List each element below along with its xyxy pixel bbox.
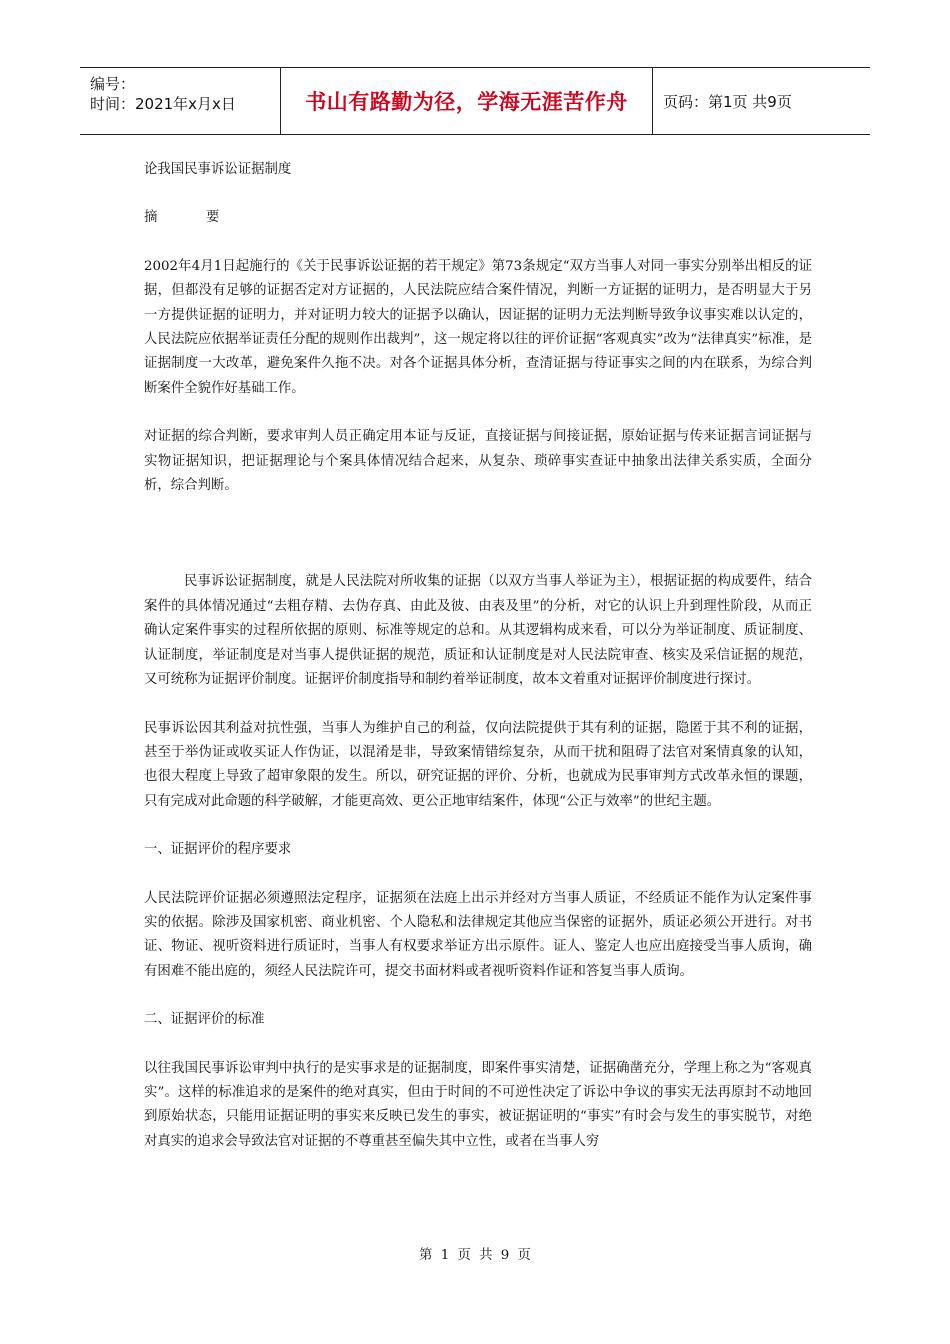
abstract-char-2: 要	[206, 210, 220, 226]
paragraph: 以往我国民事诉讼审判中执行的是实事求是的证据制度，即案件事实清楚，证据确凿充分，学理上称之为“客观真实”。这样的标准追求的是案件的绝对真实，但由于时间的不可逆性决定了诉讼中争议的事实无法再原封不动地回到原始状态，只能用证据证明的事实来反映已发生的事实，被证据证明的“事实”有时会与发生的事实脱节，对绝对真实的追求会导致法官对证据的不尊重甚至偏失其中立性，或者在当事人穷	[144, 1060, 812, 1149]
page-footer: 第 1 页 共 9 页	[419, 1248, 531, 1263]
abstract-heading	[144, 206, 812, 230]
header-meta	[80, 68, 281, 134]
number-label: 编号：	[90, 75, 136, 93]
paragraph: 2002年4月1日起施行的《关于民事诉讼证据的若干规定》第73条规定“双方当事人对同一事实分别举出相反的证据，但都没有足够的证据否定对方证据的，人民法院应结合案件情况，判断一方证据的证明力，是否明显大于另一方提供证据的证明力，并对证明力较大的证据予以确认，因证据的证明力无法判断导致争议事实难以认定的，人民法院应依据举证责任分配的规则作出裁判”，这一规定将以往的评价证据“客观真实”改为“法律真实”标准，是证据制度一大改革，避免案件久拖不决。对各个证据具体分析，查清证据与待证事实之间的内在联系，为综合判断案件全貌作好基础工作。	[144, 258, 812, 396]
paragraph: 对证据的综合判断，要求审判人员正确定用本证与反证，直接证据与间接证据，原始证据与传来证据言词证据与实物证据知识，把证据理论与个案具体情况结合起来，从复杂、琐碎事实查证中抽象出法律关系实质，全面分析，综合判断。	[144, 429, 812, 494]
paragraph: 民事诉讼因其利益对抗性强，当事人为维护自己的利益，仅向法院提供于其有利的证据，隐匿于其不利的证据，甚至于举伪证或收买证人作伪证，以混淆是非，导致案情错综复杂，从而干扰和阻碍了法官对案情真象的认知，也很大程度上导致了超审象限的发生。所以，研究证据的评价、分析，也就成为民事审判方式改革永恒的课题，只有完成对此命题的科学破解，才能更高效、更公正地审结案件，体现“公正与效率”的世纪主题。	[144, 720, 812, 809]
section-heading: 一、证据评价的程序要求	[144, 842, 292, 858]
header-motto: 书山有路勤为径，学海无涯苦作舟	[281, 68, 653, 134]
header-page-info: 页码：第1页 共9页	[663, 92, 792, 111]
abstract-char-1: 摘	[144, 210, 158, 226]
document-title: 论我国民事诉讼证据制度	[144, 162, 292, 177]
document-header	[80, 67, 870, 135]
paragraph: 人民法院评价证据必须遵照法定程序，证据须在法庭上出示并经对方当事人质证，不经质证不能作为认定案件事实的依据。除涉及国家机密、商业机密、个人隐私和法律规定其他应当保密的证据外，质证必须公开进行。对书证、物证、视听资料进行质证时，当事人有权要求举证方出示原件。证人、鉴定人也应出庭接受当事人质询，确有困难不能出庭的，须经人民法院许可，提交书面材料或者视听资料作证和答复当事人质询。	[144, 890, 812, 979]
document-body	[144, 158, 812, 1154]
paragraph: 民事诉讼证据制度，就是人民法院对所收集的证据（以双方当事人举证为主），根据证据的构成要件，结合案件的具体情况通过“去粗存精、去伪存真、由此及彼、由表及里”的分析，对它的认识上升到理性阶段，从而正确认定案件事实的过程所依据的原则、标准等规定的总和。从其逻辑构成来看，可以分为举证制度、质证制度、认证制度，举证制度是对当事人提供证据的规范，质证和认证制度是对人民法院审查、核实及采信证据的规范，又可统称为证据评价制度。证据评价制度指导和制约着举证制度，故本文着重对证据评价制度进行探讨。	[144, 574, 812, 688]
section-heading: 二、证据评价的标准	[144, 1012, 265, 1028]
time-label: 时间：2021年x月x日	[90, 95, 236, 113]
